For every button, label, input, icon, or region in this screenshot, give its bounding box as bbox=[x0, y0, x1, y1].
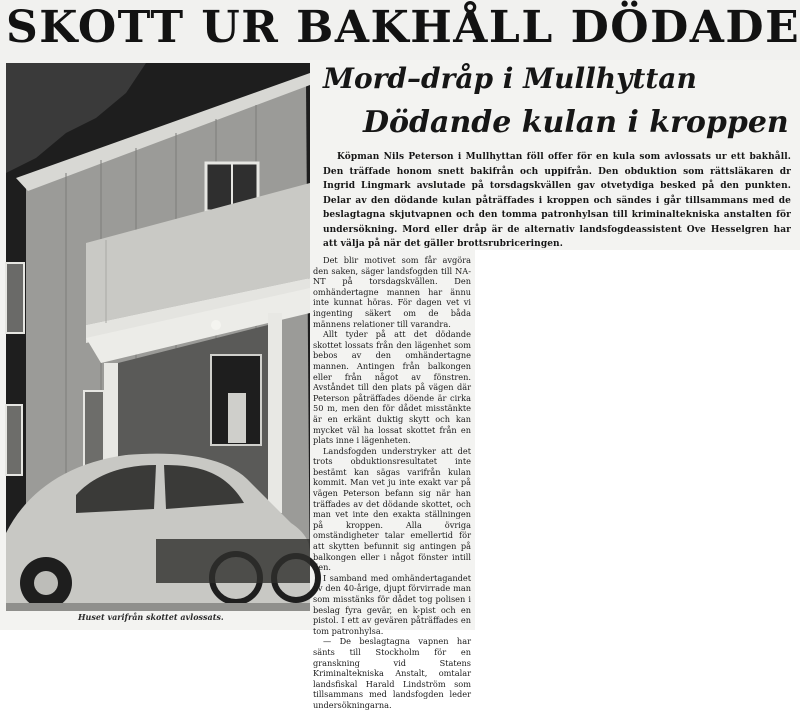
body-paragraph: Allt tyder på att det dödande skottet lossats från den lägenhet som bebos av den omhändertagne mannen. Antingen från balkongen eller från något av fönstren. Avståndet till den plats på vägen där Peterson påträffades döende är cirka 50 m, men den för dådet misstänkte är en erkänt duktig skytt och kan mycket väl ha lossat skottet från en plats inne i lägenheten. bbox=[313, 329, 471, 446]
lead-text: Köpman Nils Peterson i Mullhyttan föll offer för en kula som avlossats ur ett bakhåll. Den träffade honom snett bakifrån och uppifrån. Den obduktion som rättsläkaren dr Ingrid Lingmark avslutade på torsdagskvällen gav otvetydiga besked på den punkten. Delar av den dödande kulan påträffades i kroppen och sändes i går tillsammans med de beslagtagna skjutvapnen och den tomma patronhylsan till kriminaltekniska anstalten för undersökning. Mord eller dråp är de alternativ landsfogdeassistent Ove Hesselgren har att välja på när det gäller brottsrubriceringen. bbox=[323, 152, 791, 249]
article-body-column bbox=[313, 255, 471, 710]
body-paragraph: — De beslagtagna vapnen har sänts till Stockholm för en granskning vid Statens Kriminaltekniska Anstalt, omtalar landsfiskal Harald Lindström som tillsammans med landsfogden leder undersökningarna. bbox=[313, 636, 471, 710]
subheadline-1: Mord–dråp i Mullhyttan bbox=[323, 62, 697, 95]
house-photo bbox=[6, 63, 310, 611]
photo-caption: Huset varifrån skottet avlossats. bbox=[78, 612, 224, 622]
lead-paragraph bbox=[323, 150, 791, 252]
body-paragraph: Landsfogden understryker att det trots obduktionsresultatet inte bestämt kan sägas varifrån kulan kommit. Man vet ju inte exakt var på vägen Peterson befann sig när han träffades av det dödande skottet, och man vet inte den exakta ställningen på kroppen. Alla övriga omständigheter talar emellertid för att skytten befunnit sig antingen på balkongen eller i något fönster intill den. bbox=[313, 445, 471, 573]
house-photo-illustration bbox=[6, 63, 310, 611]
body-paragraph: I samband med omhändertagandet av den 40-årige, djupt förvirrade man som misstänks för dådet tog polisen i beslag fyra gevär, en k-pist och en pistol. I ett av gevären påträffades en tom patronhylsa. bbox=[313, 572, 471, 636]
headline: SKOTT UR BAKHÅLL DÖDADE bbox=[6, 2, 800, 53]
body-paragraph: Det blir motivet som får avgöra den saken, säger landsfogden till NA-NT på torsdagskvällen. Den omhändertagne mannen har ännu inte kunnat höras. För dagen vet vi ingenting säkert om de båda männens relationer till varandra. bbox=[313, 255, 471, 329]
subheadline-2: Dödande kulan i kroppen bbox=[363, 105, 789, 140]
